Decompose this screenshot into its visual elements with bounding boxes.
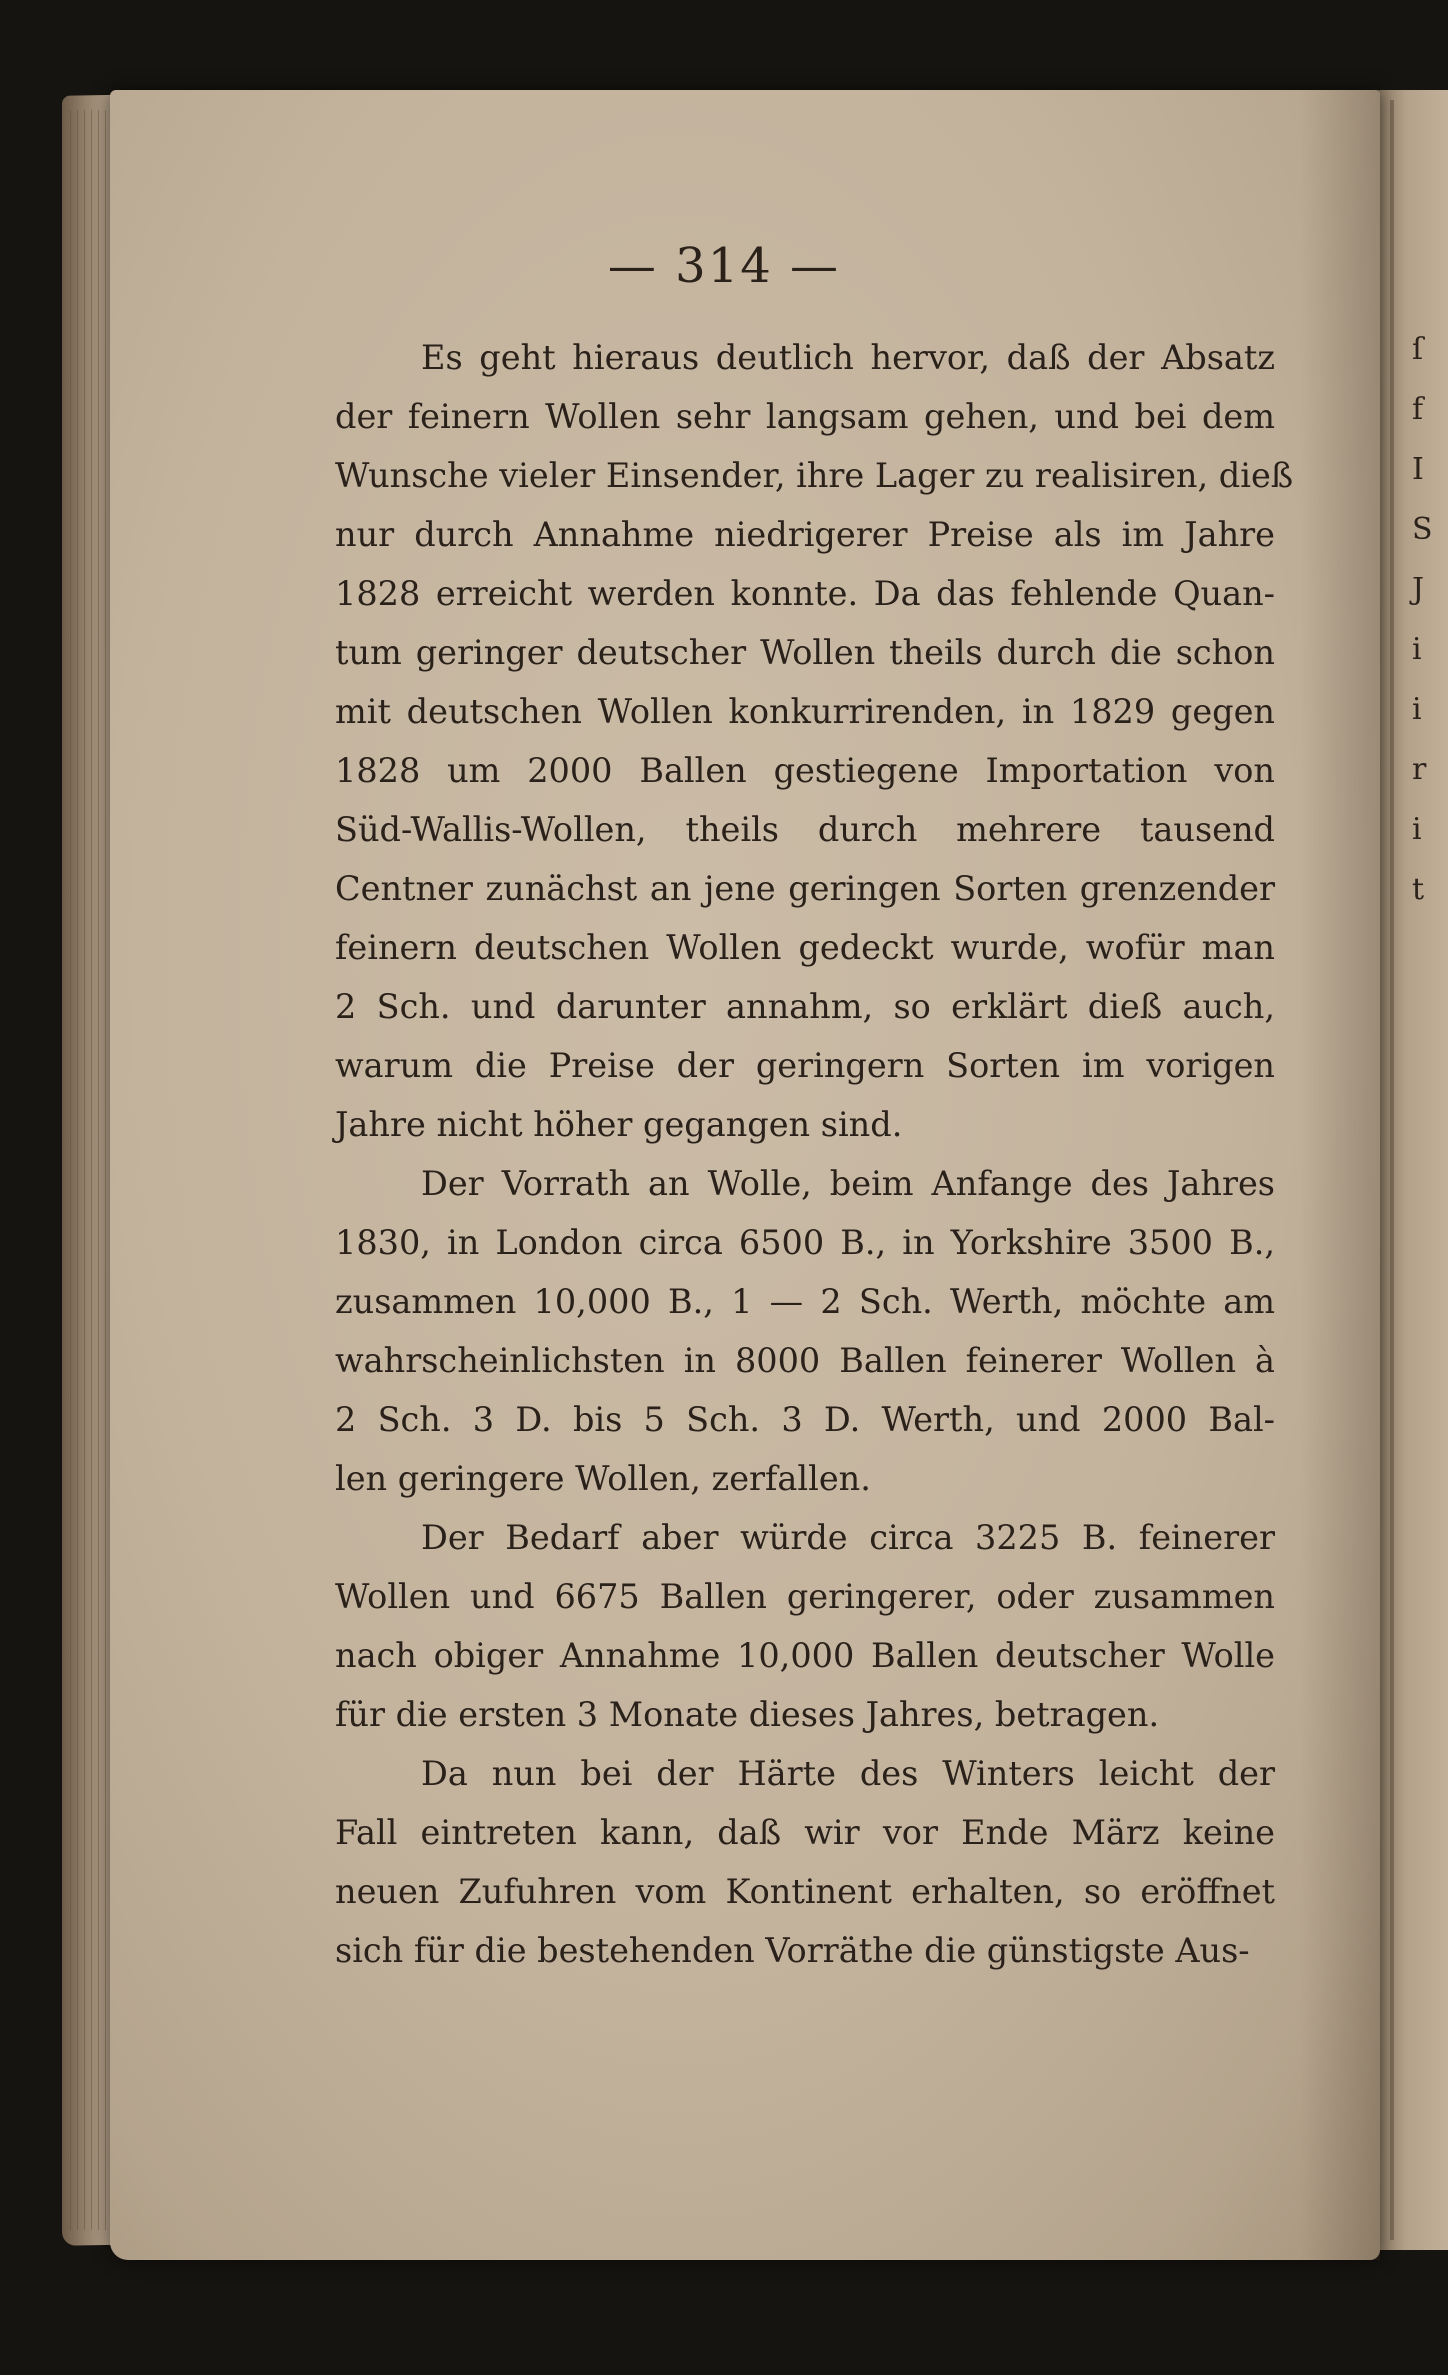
text-line: 1830, in London circa 6500 B., in Yorkshire 3500 B., <box>335 1223 1275 1262</box>
text-line: Es geht hieraus deutlich hervor, daß der Absatz <box>421 338 1275 377</box>
text-line: Wunsche vieler Einsender, ihre Lager zu realisiren, dieß <box>335 456 1294 495</box>
page-body-text <box>335 328 1294 1980</box>
adjacent-page-glyph: i <box>1412 812 1422 847</box>
text-line: tum geringer deutscher Wollen theils durch die schon <box>335 633 1275 672</box>
adjacent-page-glyph: S <box>1412 512 1433 547</box>
text-line: der feinern Wollen sehr langsam gehen, und bei dem <box>335 397 1275 436</box>
text-line: für die ersten 3 Monate dieses Jahres, betragen. <box>335 1695 1160 1734</box>
adjacent-page-glyph: ſ <box>1412 332 1424 367</box>
text-line: len geringere Wollen, zerfallen. <box>335 1459 871 1498</box>
adjacent-page-glyph: t <box>1412 872 1425 907</box>
text-line: Centner zunächst an jene geringen Sorten grenzender <box>335 869 1275 908</box>
adjacent-page-glyph: i <box>1412 632 1422 667</box>
adjacent-page-glyph: J <box>1412 572 1425 607</box>
adjacent-page-glyph: f <box>1412 392 1424 427</box>
text-line: 1828 erreicht werden konnte. Da das fehlende Quan- <box>335 574 1275 613</box>
binding-shadow <box>1300 90 1380 2260</box>
text-line: Da nun bei der Härte des Winters leicht der <box>421 1754 1275 1793</box>
text-line: feinern deutschen Wollen gedeckt wurde, wofür man <box>335 928 1275 967</box>
text-line: Fall eintreten kann, daß wir vor Ende März keine <box>335 1813 1275 1852</box>
text-line: Wollen und 6675 Ballen geringerer, oder zusammen <box>335 1577 1275 1616</box>
text-line: nur durch Annahme niedrigerer Preise als im Jahre <box>335 515 1275 554</box>
adjacent-page-glyph: i <box>1412 692 1422 727</box>
adjacent-page-glyphs <box>1412 320 1448 920</box>
text-line: Süd-Wallis-Wollen, theils durch mehrere tausend <box>335 810 1275 849</box>
text-line: zusammen 10,000 B., 1 — 2 Sch. Werth, möchte am <box>335 1282 1275 1321</box>
text-line: 1828 um 2000 Ballen gestiegene Importation von <box>335 751 1275 790</box>
text-line: mit deutschen Wollen konkurrirenden, in 1829 gegen <box>335 692 1275 731</box>
text-line: Jahre nicht höher gegangen sind. <box>335 1105 903 1144</box>
text-line: Der Vorrath an Wolle, beim Anfange des Jahres <box>421 1164 1275 1203</box>
text-line: warum die Preise der geringern Sorten im vorigen <box>335 1046 1275 1085</box>
adjacent-page-glyph: r <box>1412 752 1427 787</box>
adjacent-page-glyph: I <box>1412 452 1424 487</box>
adjacent-page-fold <box>1390 100 1394 2240</box>
text-line: nach obiger Annahme 10,000 Ballen deutscher Wolle <box>335 1636 1275 1675</box>
text-line: 2 Sch. und darunter annahm, so erklärt dieß auch, <box>335 987 1275 1026</box>
text-line: Der Bedarf aber würde circa 3225 B. feinerer <box>421 1518 1275 1557</box>
text-line: wahrscheinlichsten in 8000 Ballen feinerer Wollen à <box>335 1341 1275 1380</box>
text-line: 2 Sch. 3 D. bis 5 Sch. 3 D. Werth, und 2000 Bal- <box>335 1400 1275 1439</box>
text-line: sich für die bestehenden Vorräthe die günstigste Aus- <box>335 1931 1250 1970</box>
page-number: — 314 — <box>607 238 841 294</box>
text-line: neuen Zufuhren vom Kontinent erhalten, so eröffnet <box>335 1872 1275 1911</box>
